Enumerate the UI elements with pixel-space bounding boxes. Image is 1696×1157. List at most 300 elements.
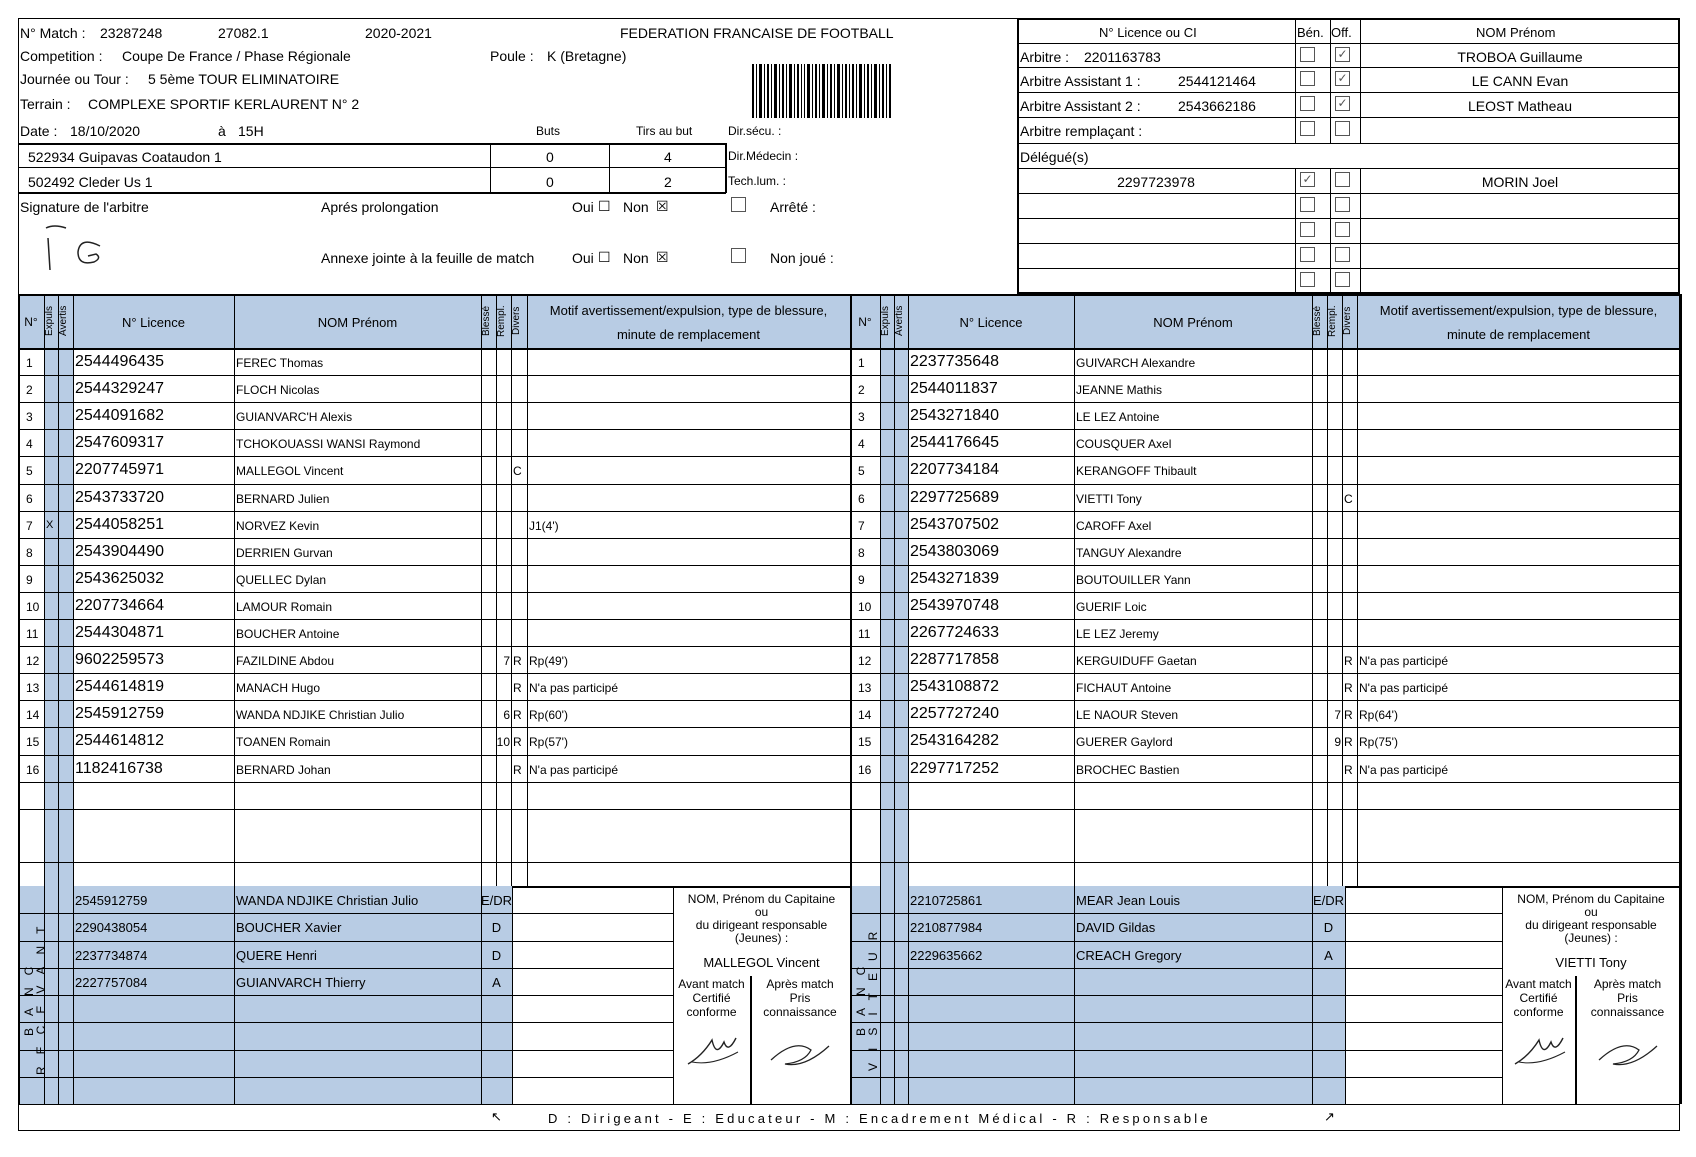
player-name: LE LEZ Antoine	[1076, 410, 1160, 425]
team-home-tab: 4	[664, 149, 672, 165]
header-blesse: Blessé	[481, 306, 492, 337]
header-motif-2: minute de remplacement	[1446, 327, 1591, 342]
bench-licence: 2227757084	[75, 974, 148, 990]
player-name: TANGUY Alexandre	[1076, 545, 1182, 560]
off-checkbox[interactable]	[1335, 121, 1350, 136]
player-motif: Rp(60')	[529, 708, 568, 723]
header-licence: N° Licence	[121, 315, 185, 330]
officials-row-line	[1017, 143, 1680, 144]
player-name: GUERER Gaylord	[1076, 735, 1173, 750]
annexe-label: Annexe jointe à la feuille de match	[321, 250, 535, 266]
bench-licence: 2237734874	[75, 947, 148, 963]
player-licence: 2544011837	[910, 380, 998, 398]
header-no: N°	[858, 315, 872, 329]
bench-right-line	[1680, 886, 1682, 1104]
player-licence: 2543707502	[910, 515, 999, 533]
player-rempl: 7	[503, 654, 510, 669]
player-name: TOANEN Romain	[236, 735, 331, 750]
player-divers: R	[513, 654, 522, 669]
officials-row-line	[1017, 117, 1680, 118]
captain-name: MALLEGOL Vincent	[703, 955, 820, 970]
player-no: 13	[858, 681, 872, 696]
delegue-name: MORIN Joel	[1481, 174, 1559, 190]
terrain-label: Terrain :	[20, 96, 71, 112]
officials-col-line	[1295, 168, 1296, 293]
bench-row-line	[850, 1050, 1502, 1051]
off-checkbox[interactable]	[1335, 222, 1350, 237]
player-name: LAMOUR Romain	[236, 599, 333, 614]
bench-row-line	[18, 1077, 673, 1078]
header-motif-2: minute de remplacement	[616, 327, 761, 342]
player-motif: N'a pas participé	[1359, 654, 1449, 669]
competition: Coupe De France / Phase Régionale	[122, 48, 351, 64]
players-row-line	[18, 727, 850, 728]
dir-medecin-label: Dir.Médecin :	[728, 149, 799, 163]
legend-arrow-right-icon: ↗	[1324, 1109, 1335, 1124]
official-name: TROBOA Guillaume	[1457, 49, 1583, 65]
players-row-line	[850, 565, 1680, 566]
player-no: 7	[26, 518, 33, 533]
prolongation-non-label: Non	[623, 199, 649, 215]
player-licence: 2543733720	[75, 488, 164, 506]
players-header-bottom	[18, 348, 850, 350]
player-name: BERNARD Julien	[236, 491, 330, 506]
officials-col-line	[1330, 18, 1331, 143]
player-licence: 1182416738	[75, 759, 163, 777]
time: 15H	[238, 123, 264, 139]
header-expuls: Expuls	[44, 306, 55, 337]
players-row-line	[18, 565, 850, 566]
off-checkbox[interactable]	[1335, 247, 1350, 262]
player-name: FLOCH Nicolas	[236, 383, 320, 398]
player-name: LE NAOUR Steven	[1076, 708, 1179, 723]
team-away-tab: 2	[664, 174, 672, 190]
bench-row-line	[850, 1077, 1502, 1078]
ben-checkbox[interactable]	[1300, 197, 1315, 212]
tech-lum-label: Tech.lum. :	[728, 174, 787, 188]
competition-label: Competition :	[20, 48, 103, 64]
team-away-buts: 0	[546, 174, 554, 190]
tab-label: Tirs au but	[636, 124, 693, 138]
player-divers: C	[513, 464, 522, 479]
off-checkbox[interactable]: ✓	[1335, 71, 1350, 86]
players-row-line	[18, 511, 850, 512]
players-col-line	[44, 294, 45, 886]
header-rempl: Rempl.	[1327, 305, 1338, 337]
official-licence: 2544121464	[1178, 73, 1256, 89]
player-motif: N'a pas participé	[1359, 681, 1449, 696]
bench-row-line	[850, 941, 1502, 942]
ben-checkbox[interactable]	[1300, 272, 1315, 287]
header-divers: Divers	[1342, 306, 1353, 336]
annexe-oui-checkbox[interactable]: ☐	[598, 249, 611, 265]
player-licence: 2543271840	[910, 407, 999, 425]
bench-role: A	[1324, 947, 1333, 963]
player-motif: Rp(49')	[529, 654, 568, 669]
player-no: 13	[26, 681, 40, 696]
players-row-line	[18, 619, 850, 620]
buts-label: Buts	[536, 124, 561, 138]
header-rempl: Rempl.	[496, 305, 507, 337]
official-licence: 2543662186	[1178, 98, 1256, 114]
match-no: 23287248	[100, 25, 163, 41]
bench-name: GUIANVARCH Thierry	[236, 974, 366, 990]
player-name: GUIVARCH Alexandre	[1076, 356, 1196, 370]
before-match-label: Avant match	[1505, 977, 1572, 991]
off-checkbox[interactable]	[1335, 172, 1350, 187]
player-no: 11	[26, 627, 39, 641]
players-row-line	[850, 484, 1680, 485]
captain-title: du dirigeant responsable	[1525, 918, 1657, 932]
player-name: VIETTI Tony	[1076, 491, 1142, 506]
player-no: 16	[26, 762, 40, 777]
player-licence: 2207734664	[75, 596, 164, 614]
after-match-label: Après match	[1593, 977, 1662, 991]
player-name: BOUTOUILLER Yann	[1076, 572, 1191, 587]
bench-row-line	[18, 941, 673, 942]
officials-row-line	[1017, 92, 1680, 93]
player-divers: R	[1344, 681, 1353, 696]
bench-role: E/DR	[1312, 893, 1345, 908]
annexe-non-label: Non	[623, 250, 649, 266]
player-licence: 2544614819	[75, 678, 164, 696]
player-no: 8	[858, 545, 865, 560]
officials-row-line	[1017, 243, 1680, 244]
delegue-licence: 2297723978	[1117, 174, 1195, 190]
players-col-line	[850, 294, 852, 886]
referee-signature	[40, 222, 120, 276]
bench-label: BANC RECEVANT	[22, 914, 48, 1076]
official-role-label: Arbitre Assistant 2 :	[1020, 98, 1141, 114]
player-name: CAROFF Axel	[1076, 518, 1152, 533]
header-divers: Divers	[511, 306, 522, 336]
player-divers: R	[1344, 708, 1353, 723]
off-checkbox[interactable]: ✓	[1335, 96, 1350, 111]
before-match-label: conforme	[686, 1005, 737, 1019]
bench-licence: 2210877984	[910, 920, 983, 936]
player-licence: 9602259573	[75, 651, 164, 669]
players-col-line	[1342, 294, 1343, 886]
player-licence: 2544614812	[75, 732, 164, 750]
players-row-line	[18, 456, 850, 457]
after-match-label: connaissance	[1590, 1005, 1665, 1019]
player-licence: 2543904490	[75, 542, 164, 560]
captain-title: NOM, Prénom du Capitaine	[1517, 892, 1665, 906]
players-row-line	[18, 700, 850, 701]
player-divers: C	[1344, 491, 1353, 506]
players-row-line	[850, 375, 1680, 376]
player-motif: Rp(57')	[529, 735, 568, 750]
teams-box-div1	[490, 143, 491, 193]
bench-licence: 2290438054	[75, 920, 148, 936]
season: 2020-2021	[365, 25, 432, 41]
officials-col-line	[1295, 18, 1296, 143]
official-name: LEOST Matheau	[1467, 98, 1573, 114]
players-col-line	[1680, 294, 1682, 886]
officials-row-line	[1017, 43, 1680, 44]
official-role-label: Arbitre :	[1020, 49, 1070, 65]
bench-row-line	[850, 913, 1502, 914]
player-no: 9	[858, 572, 865, 587]
players-col-line	[73, 294, 74, 886]
player-motif: Rp(64')	[1359, 708, 1398, 723]
player-no: 12	[26, 654, 40, 669]
legend-top-border	[18, 1104, 1680, 1105]
bench-row-line	[850, 968, 1502, 969]
player-name: KERGUIDUFF Gaetan	[1076, 654, 1197, 669]
header-expuls: Expuls	[880, 306, 891, 337]
bench-role: D	[491, 947, 502, 963]
teams-box-mid	[18, 167, 726, 168]
tour-label: Journée ou Tour :	[20, 71, 129, 87]
players-row-line	[18, 809, 850, 810]
players-row-line	[18, 755, 850, 756]
player-divers: R	[1344, 735, 1353, 750]
player-no: 7	[858, 518, 865, 533]
delegues-label: Délégué(s)	[1020, 149, 1089, 165]
legend-text: D : Dirigeant - E : Educateur - M : Encadrement Médical - R : Responsable	[548, 1111, 1211, 1126]
player-no: 14	[26, 708, 40, 723]
player-rempl: 10	[496, 735, 510, 750]
players-row-line	[850, 809, 1680, 810]
player-no: 15	[858, 735, 872, 750]
player-licence: 2543970748	[910, 596, 999, 614]
captain-name: VIETTI Tony	[1555, 955, 1627, 970]
terrain: COMPLEXE SPORTIF KERLAURENT N° 2	[88, 96, 360, 112]
team-home-buts: 0	[546, 149, 554, 165]
teams-box-div2	[609, 143, 610, 193]
prolongation-label: Aprés prolongation	[321, 199, 439, 215]
players-row-line	[850, 402, 1680, 403]
players-row-line	[18, 538, 850, 539]
players-row-line	[850, 592, 1680, 593]
players-col-line	[234, 294, 235, 886]
ben-checkbox[interactable]	[1300, 222, 1315, 237]
off-checkbox[interactable]	[1335, 197, 1350, 212]
player-no: 1	[858, 356, 865, 370]
player-licence: 2543625032	[75, 569, 164, 587]
players-col-line	[527, 294, 528, 886]
players-col-line	[496, 294, 497, 886]
header-nom: NOM Prénom	[317, 315, 398, 330]
legend-bottom-border	[18, 1130, 1680, 1131]
players-col-line	[481, 294, 482, 886]
officials-row-line	[1017, 168, 1680, 169]
player-licence: 2237735648	[910, 353, 999, 370]
off-checkbox[interactable]	[1335, 272, 1350, 287]
bench-name: MEAR Jean Louis	[1076, 893, 1181, 908]
player-licence: 2267724633	[910, 624, 999, 641]
officials-row-line	[1017, 218, 1680, 219]
player-divers: R	[513, 762, 522, 777]
poule: K (Bretagne)	[547, 48, 627, 64]
player-no: 1	[26, 356, 33, 370]
ben-checkbox[interactable]: ✓	[1300, 172, 1315, 187]
player-motif: N'a pas participé	[529, 762, 619, 777]
before-match-label: conforme	[1513, 1005, 1564, 1019]
players-row-line	[850, 429, 1680, 430]
player-name: MANACH Hugo	[236, 681, 321, 696]
bench-licence: 2229635662	[910, 947, 983, 963]
bench-name: DAVID Gildas	[1076, 920, 1156, 936]
after-match-label: Pris	[789, 991, 811, 1005]
bench-name: WANDA NDJIKE Christian Julio	[236, 893, 419, 908]
bench-row-line	[850, 995, 1502, 996]
player-motif: J1(4')	[529, 518, 559, 533]
player-motif: Rp(75')	[1359, 735, 1398, 750]
prolongation-oui-checkbox[interactable]: ☐	[598, 198, 611, 214]
player-licence: 2287717858	[910, 651, 999, 669]
non-joue-checkbox[interactable]	[731, 248, 746, 263]
player-no: 4	[858, 437, 865, 452]
player-no: 10	[858, 599, 872, 614]
player-no: 10	[26, 599, 40, 614]
player-licence: 2544329247	[75, 380, 164, 398]
header-avertis: Avertis	[894, 305, 905, 337]
annexe-non-checkbox[interactable]: ☒	[656, 249, 669, 265]
player-name: MALLEGOL Vincent	[236, 464, 344, 479]
players-col-line	[880, 294, 881, 886]
player-no: 3	[26, 410, 33, 425]
signature-arbitre-label: Signature de l'arbitre	[20, 199, 149, 215]
player-no: 12	[858, 654, 872, 669]
player-licence: 2544176645	[910, 434, 999, 452]
player-licence: 2297725689	[910, 488, 999, 506]
header-motif-1: Motif avertissement/expulsion, type de blessure,	[1379, 303, 1658, 318]
player-licence: 2543164282	[910, 732, 999, 750]
after-match-label: Après match	[766, 977, 834, 991]
player-name: WANDA NDJIKE Christian Julio	[236, 708, 405, 723]
ben-checkbox[interactable]	[1300, 247, 1315, 262]
player-licence: 2297717252	[910, 759, 999, 777]
date: 18/10/2020	[70, 123, 141, 139]
player-licence: 2543803069	[910, 542, 999, 560]
player-no: 6	[858, 491, 865, 506]
player-no: 2	[26, 383, 33, 398]
player-rempl: 6	[503, 708, 510, 723]
match-code: 27082.1	[218, 25, 269, 41]
players-row-line	[850, 673, 1680, 674]
captain-signature-after	[1593, 1028, 1663, 1072]
poule-label: Poule :	[490, 48, 534, 64]
page-right-border	[1679, 18, 1680, 1130]
ben-checkbox[interactable]	[1300, 71, 1315, 86]
official-licence: 2201163783	[1084, 49, 1161, 65]
col-ben-header: Bén.	[1297, 25, 1324, 40]
bench-role: E/DR	[481, 893, 513, 908]
players-col-line	[1312, 294, 1313, 886]
match-no-label: N° Match :	[20, 25, 86, 41]
team-home: 522934 Guipavas Coataudon 1	[28, 149, 222, 165]
player-divers: R	[513, 708, 522, 723]
player-licence: 2543271839	[910, 569, 999, 587]
after-match-label: Pris	[1617, 991, 1638, 1005]
captain-title: ou	[754, 905, 769, 919]
players-col-line	[1074, 294, 1075, 886]
off-checkbox[interactable]: ✓	[1335, 47, 1350, 62]
players-col-line	[58, 294, 59, 886]
players-row-line	[850, 619, 1680, 620]
player-name: QUELLEC Dylan	[236, 572, 327, 587]
player-name: GUIANVARC'H Alexis	[236, 410, 353, 425]
players-row-line	[850, 700, 1680, 701]
arrete-label: Arrêté :	[770, 199, 816, 215]
bench-role: D	[491, 920, 502, 936]
player-licence: 2544091682	[75, 407, 164, 425]
bench-role: D	[1323, 920, 1334, 936]
player-licence: 2543108872	[910, 678, 999, 696]
captain-title: (Jeunes) :	[734, 931, 789, 945]
captain-title: du dirigeant responsable	[695, 918, 828, 932]
ben-checkbox[interactable]	[1300, 121, 1315, 136]
captain-title: ou	[1584, 905, 1598, 919]
player-rempl: 7	[1334, 708, 1341, 723]
player-name: BOUCHER Antoine	[236, 627, 340, 641]
player-no: 11	[858, 627, 871, 641]
bench-row-line	[18, 913, 673, 914]
players-row-line	[850, 456, 1680, 457]
bench-label: BANC VISITEUR	[854, 919, 880, 1071]
col-nom-header: NOM Prénom	[1476, 25, 1556, 40]
player-no: 14	[858, 708, 872, 723]
player-name: BROCHEC Bastien	[1076, 762, 1180, 777]
tour: 5 5ème TOUR ELIMINATOIRE	[148, 71, 340, 87]
players-header-bottom	[850, 348, 1680, 350]
barcode-icon	[752, 64, 892, 118]
player-no: 4	[26, 437, 33, 452]
after-match-label: connaissance	[763, 1005, 837, 1019]
player-motif: N'a pas participé	[1359, 762, 1449, 777]
players-col-line	[18, 294, 20, 886]
header-top-border	[18, 18, 1020, 19]
ben-checkbox[interactable]	[1300, 47, 1315, 62]
captain-signature-before	[682, 1028, 742, 1072]
officials-col-line	[1330, 168, 1331, 293]
player-name: JEANNE Mathis	[1076, 383, 1163, 398]
col-licence-header: N° Licence ou CI	[1099, 25, 1197, 40]
player-motif: N'a pas participé	[529, 681, 619, 696]
official-name: LE CANN Evan	[1471, 73, 1569, 89]
header-blesse: Blessé	[1312, 306, 1323, 337]
bench-row-line	[18, 1022, 673, 1023]
captain-signature-after	[765, 1028, 835, 1072]
bench-name: CREACH Gregory	[1076, 947, 1182, 963]
player-licence: 2257727240	[910, 705, 999, 723]
header-no: N°	[24, 315, 38, 329]
players-col-line	[908, 294, 909, 886]
player-expulsion: X	[46, 518, 54, 531]
arrete-checkbox[interactable]	[731, 197, 746, 212]
bench-name: BOUCHER Xavier	[236, 920, 342, 936]
player-name: KERANGOFF Thibault	[1076, 464, 1197, 479]
before-match-label: Avant match	[678, 977, 745, 991]
ben-checkbox[interactable]	[1300, 96, 1315, 111]
players-row-line	[18, 782, 850, 783]
prolongation-non-checkbox[interactable]: ☒	[656, 198, 669, 214]
player-licence: 2207734184	[910, 461, 999, 479]
official-role-label: Arbitre remplaçant :	[1020, 123, 1143, 139]
players-row-line	[850, 782, 1680, 783]
prolongation-oui-label: Oui	[572, 199, 594, 215]
player-name: LE LEZ Jeremy	[1076, 627, 1159, 641]
players-row-line	[18, 673, 850, 674]
bench-row-line	[18, 968, 673, 969]
players-row-line	[18, 375, 850, 376]
team-away: 502492 Cleder Us 1	[28, 174, 153, 190]
bench-licence: 2210725861	[910, 893, 983, 908]
at-label: à	[218, 123, 226, 139]
officials-row-line	[1017, 193, 1680, 194]
